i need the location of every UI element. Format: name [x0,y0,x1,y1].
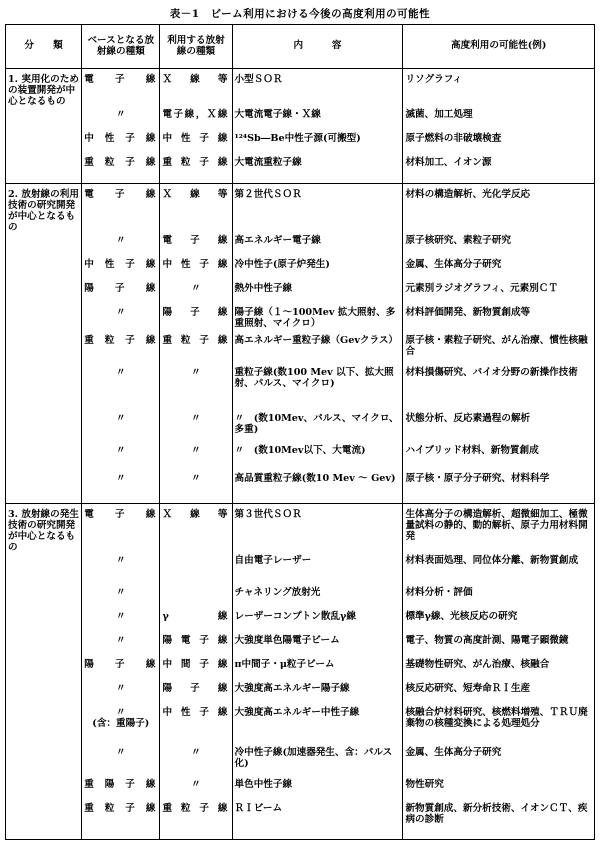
base-radiation-cell: 中 性 子 線 [82,258,160,282]
content-cell: π中間子・μ粒子ビーム [232,658,403,682]
possibility-cell: ハイブリッド材料、新物質創成 [403,444,595,472]
used-radiation-cell: 陽 電 子 線 [160,634,232,658]
possibility-cell: 材料加工、イオン源 [403,156,595,180]
used-radiation-cell: 〃 [160,412,232,444]
possibility-cell: 材料評価開発、新物質創成等 [403,306,595,334]
possibility-cell: 核融合炉材料研究、核燃料増殖、ＴＲＵ廃棄物の核種変換による処理処分 [403,706,595,746]
table-row [6,634,595,658]
content-cell: レーザーコンプトン散乱γ線 [232,610,403,634]
base-radiation-cell: 〃 [82,472,160,500]
base-radiation-cell: 重 粒 子 線 [82,156,160,180]
base-radiation-cell: 〃 [82,746,160,778]
base-radiation-cell: 〃 [82,682,160,706]
base-radiation-cell: 重 粒 子 線 [82,334,160,366]
used-radiation-cell: Ｘ 線 等 [160,188,232,234]
content-cell: 大電流電子線・Ｘ線 [232,108,403,132]
content-cell: 大強度高エネルギー中性子線 [232,706,403,746]
table-row [6,778,595,802]
beam-utilization-table [5,24,595,840]
table-row [6,472,595,500]
possibility-cell: 金属、生体高分子研究 [403,258,595,282]
table-row [6,334,595,366]
used-radiation-cell: 電子線，Ｘ線 [160,108,232,132]
table-row [6,586,595,610]
base-radiation-cell: 陽 子 線 [82,658,160,682]
used-radiation-cell: 陽 子 線 [160,306,232,334]
base-radiation-cell: 〃 (含：重陽子) [82,706,160,746]
used-radiation-cell: 〃 [160,366,232,412]
table-row [6,73,595,108]
used-radiation-cell [160,554,232,586]
content-cell: 第３世代ＳＯＲ [232,508,403,554]
content-cell: 重粒子線(数100 Mev 以下、拡大照射、パルス、マイクロ) [232,366,403,412]
header-base-radiation: ベースとなる放射線の種類 [82,25,160,69]
content-cell: 陽子線（１～100Mev 拡大照射、多重照射、マイクロ） [232,306,403,334]
possibility-cell: 金属、生体高分子研究 [403,746,595,778]
table-row [6,258,595,282]
base-radiation-cell: 〃 [82,234,160,258]
possibility-cell: 核反応研究、短寿命ＲＩ生産 [403,682,595,706]
possibility-cell: 元素別ラジオグラフィ、元素別ＣＴ [403,282,595,306]
possibility-cell: 電子、物質の高度計測、陽電子顕微鏡 [403,634,595,658]
base-radiation-cell: 中 性 子 線 [82,132,160,156]
base-radiation-cell: 〃 [82,586,160,610]
content-cell: 冷中性子線(加速器発生、含：パルス化) [232,746,403,778]
possibility-cell: リソグラフィ [403,73,595,108]
section-category: 1. 実用化のための装置開発が中心となるもの [6,73,82,108]
content-cell: 高エネルギー重粒子線（Gevクラス） [232,334,403,366]
table-row [6,746,595,778]
possibility-cell: 標準γ線、光核反応の研究 [403,610,595,634]
table-row [6,188,595,234]
used-radiation-cell: 〃 [160,746,232,778]
used-radiation-cell: 中 性 子 線 [160,258,232,282]
content-cell: 大強度単色陽電子ビーム [232,634,403,658]
content-cell: 単色中性子線 [232,778,403,802]
header-category: 分 類 [6,25,82,69]
base-radiation-cell: 〃 [82,366,160,412]
used-radiation-cell: 重 粒 子 線 [160,802,232,836]
used-radiation-cell: 〃 [160,444,232,472]
base-radiation-cell: 〃 [82,554,160,586]
base-radiation-cell: 〃 [82,444,160,472]
base-radiation-cell: 重 陽 子 線 [82,778,160,802]
base-radiation-cell: 重 粒 子 線 [82,802,160,836]
content-cell: 第２世代ＳＯＲ [232,188,403,234]
table-row [6,156,595,180]
section-category: 2. 放射線の利用技術の研究開発が中心となるもの [6,188,82,234]
possibility-cell: 材料損傷研究、バイオ分野の新操作技術 [403,366,595,412]
content-cell: 高エネルギー電子線 [232,234,403,258]
used-radiation-cell: 陽 子 線 [160,682,232,706]
table-row [6,282,595,306]
base-radiation-cell: 〃 [82,634,160,658]
content-cell: 高品質重粒子線(数10 Mev ～ Gev) [232,472,403,500]
content-cell: 小型ＳＯＲ [232,73,403,108]
possibility-cell: 原子核・素粒子研究、がん治療、慣性核融合 [403,334,595,366]
used-radiation-cell: Ｘ 線 等 [160,73,232,108]
possibility-cell: 材料分析・評価 [403,586,595,610]
table-row [6,412,595,444]
table-row [6,508,595,554]
used-radiation-cell: 重 粒 子 線 [160,334,232,366]
content-cell: 〃 (数10Mev、パルス、マイクロ、多重) [232,412,403,444]
header-row [6,25,595,69]
table-row [6,554,595,586]
base-radiation-cell: 〃 [82,306,160,334]
base-radiation-cell: 電 子 線 [82,508,160,554]
base-radiation-cell: 〃 [82,412,160,444]
used-radiation-cell: 重 粒 子 線 [160,156,232,180]
table-row [6,682,595,706]
possibility-cell: 滅菌、加工処理 [403,108,595,132]
table-row [6,366,595,412]
content-cell: 自由電子レーザー [232,554,403,586]
table-row [6,706,595,746]
used-radiation-cell [160,586,232,610]
table-row [6,658,595,682]
possibility-cell: 材料の構造解析、光化学反応 [403,188,595,234]
content-cell: 大強度高エネルギー陽子線 [232,682,403,706]
base-radiation-cell: 陽 子 線 [82,282,160,306]
table-body [6,69,595,840]
used-radiation-cell: 〃 [160,282,232,306]
section-category: 3. 放射線の発生技術の研究開発が中心となるもの [6,508,82,554]
used-radiation-cell: 電 子 線 [160,234,232,258]
used-radiation-cell: 中 性 子 線 [160,132,232,156]
table-row [6,108,595,132]
possibility-cell: 生体高分子の構造解析、超微細加工、極微量試料の静的、動的解析、原子力用材料開発 [403,508,595,554]
content-cell: 冷中性子(原子炉発生) [232,258,403,282]
possibility-cell: 物性研究 [403,778,595,802]
possibility-cell: 原子核・原子分子研究、材料科学 [403,472,595,500]
base-radiation-cell: 〃 [82,108,160,132]
used-radiation-cell: 〃 [160,778,232,802]
table-row [6,132,595,156]
content-cell: チャネリング放射光 [232,586,403,610]
base-radiation-cell: 電 子 線 [82,188,160,234]
base-radiation-cell: 〃 [82,610,160,634]
base-radiation-cell: 電 子 線 [82,73,160,108]
used-radiation-cell: γ 線 [160,610,232,634]
content-cell: ¹²⁴Sb―Be中性子源(可搬型) [232,132,403,156]
used-radiation-cell: 中 性 子 線 [160,706,232,746]
header-possibility: 高度利用の可能性(例) [403,25,595,69]
used-radiation-cell: 中 間 子 線 [160,658,232,682]
possibility-cell: 基礎物性研究、がん治療、核融合 [403,658,595,682]
possibility-cell: 状態分析、反応素過程の解析 [403,412,595,444]
used-radiation-cell: Ｘ 線 等 [160,508,232,554]
table-title: 表－1 ビーム利用における今後の高度利用の可能性 [169,8,431,20]
possibility-cell: 新物質創成、新分析技術、イオンＣＴ、疾病の診断 [403,802,595,836]
table-row [6,234,595,258]
header-used-radiation: 利用する放射線の種類 [160,25,232,69]
content-cell: 〃 (数10Mev以下、大電流) [232,444,403,472]
table-row [6,444,595,472]
used-radiation-cell: 〃 [160,472,232,500]
possibility-cell: 材料表面処理、同位体分離、新物質創成 [403,554,595,586]
content-cell: 大電流重粒子線 [232,156,403,180]
table-row [6,610,595,634]
table-row [6,802,595,836]
possibility-cell: 原子燃料の非破壊検査 [403,132,595,156]
table-row [6,306,595,334]
possibility-cell: 原子核研究、素粒子研究 [403,234,595,258]
header-content: 内 容 [232,25,403,69]
content-cell: ＲＩビーム [232,802,403,836]
content-cell: 熱外中性子線 [232,282,403,306]
